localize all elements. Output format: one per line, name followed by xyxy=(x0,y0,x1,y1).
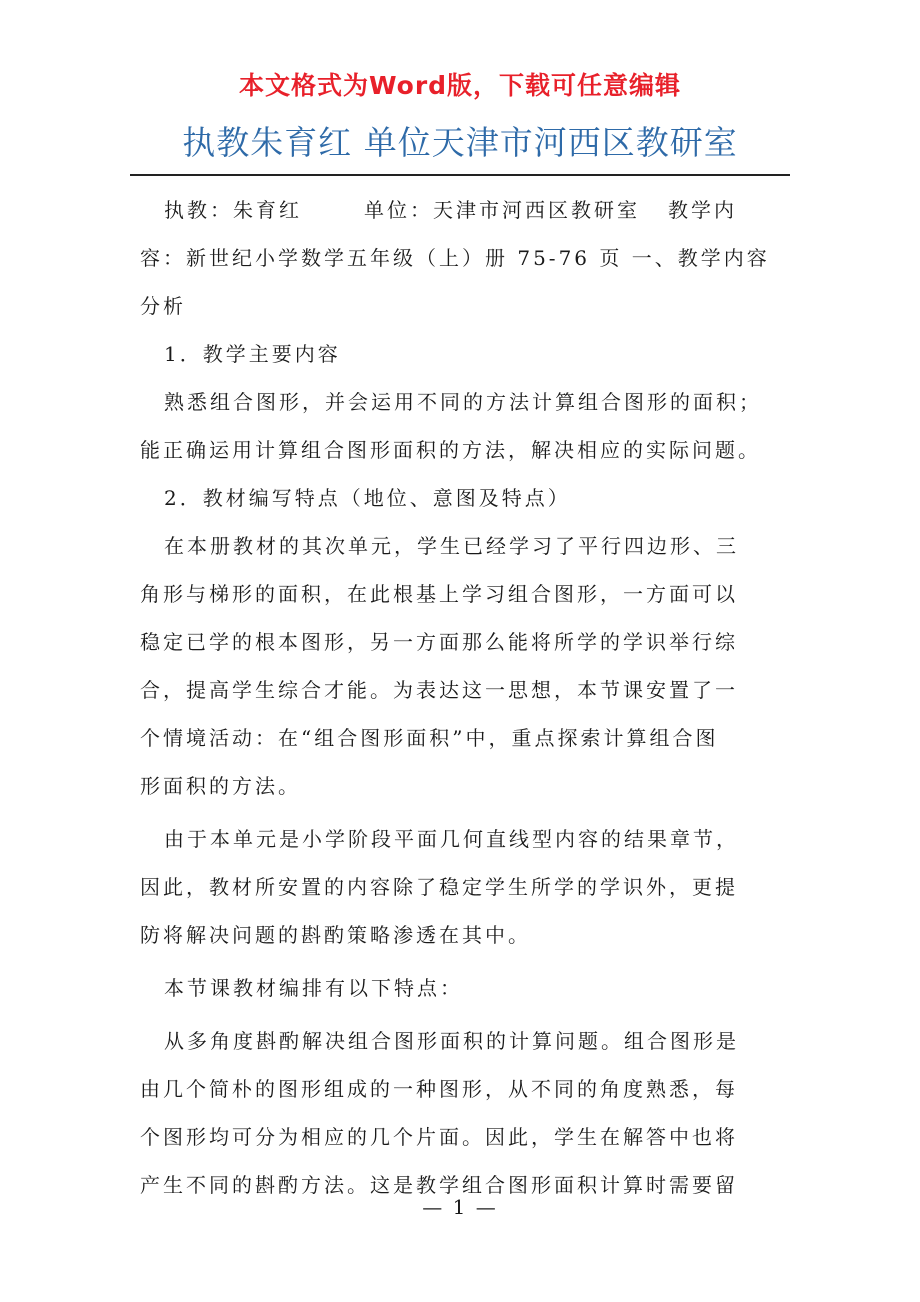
paragraph-line: 由于本单元是小学阶段平面几何直线型内容的结果章节， xyxy=(164,827,739,851)
document-body xyxy=(140,186,785,1209)
teacher-label: 执教：朱育红 xyxy=(164,198,302,222)
paragraph-line: 形面积的方法。 xyxy=(140,774,301,798)
format-notice: 本文格式为Word版，下载可任意编辑 xyxy=(238,71,682,100)
paragraph-line: 因此，教材所安置的内容除了稳定学生所学的学识外，更提 xyxy=(140,875,738,899)
paragraph-line: 在本册教材的其次单元，学生已经学习了平行四边形、三 xyxy=(164,534,739,558)
paragraph-line: 合，提高学生综合才能。为表达这一思想，本节课安置了一 xyxy=(140,678,738,702)
section-heading: 1．教学主要内容 xyxy=(164,342,341,366)
paragraph-line: 能正确运用计算组合图形面积的方法，解决相应的实际问题。 xyxy=(140,438,761,462)
paragraph-line: 本节课教材编排有以下特点： xyxy=(164,976,463,1000)
paragraph-line: 个图形均可分为相应的几个片面。因此，学生在解答中也将 xyxy=(140,1125,738,1149)
content-label: 教学内 xyxy=(668,198,737,222)
paragraph-line: 容：新世纪小学数学五年级（上）册 75-76 页 一、教学内容 xyxy=(140,246,770,270)
paragraph-line: 从多角度斟酌解决组合图形面积的计算问题。组合图形是 xyxy=(164,1029,739,1053)
paragraph-line: 产生不同的斟酌方法。这是教学组合图形面积计算时需要留 xyxy=(140,1173,738,1197)
paragraph-line: 熟悉组合图形，并会运用不同的方法计算组合图形的面积； xyxy=(164,390,762,414)
paragraph-line: 分析 xyxy=(140,294,186,318)
paragraph-line: 防将解决问题的斟酌策略渗透在其中。 xyxy=(140,923,531,947)
paragraph-line: 个情境活动：在“组合图形面积”中，重点探索计算组合图 xyxy=(140,726,719,750)
paragraph-line: 角形与梯形的面积，在此根基上学习组合图形，一方面可以 xyxy=(140,582,738,606)
title-divider xyxy=(130,174,790,176)
section-heading: 2．教材编写特点（地位、意图及特点） xyxy=(164,486,571,510)
teacher-info-line xyxy=(140,186,785,234)
paragraph-line: 稳定已学的根本图形，另一方面那么能将所学的学识举行综 xyxy=(140,630,738,654)
unit-label: 单位：天津市河西区教研室 xyxy=(364,198,640,222)
page-number: — 1 — xyxy=(422,1195,498,1219)
document-title: 执教朱育红 单位天津市河西区教研室 xyxy=(182,123,738,162)
paragraph-line: 由几个简朴的图形组成的一种图形，从不同的角度熟悉，每 xyxy=(140,1077,738,1101)
